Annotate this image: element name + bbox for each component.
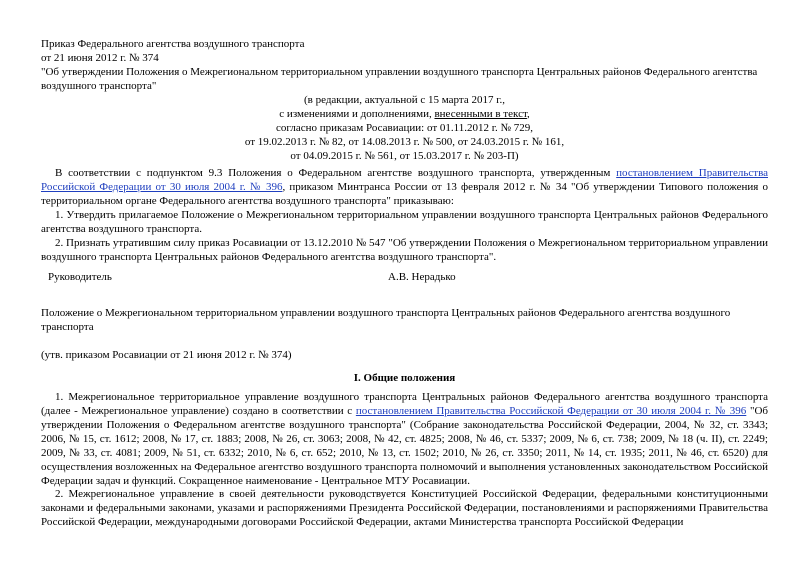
order-date: от 21 июня 2012 г. № 374 (41, 52, 159, 64)
preamble-paragraph (41, 166, 768, 208)
preamble-text: В соответствии с подпунктом 9.3 Положения о Федеральном агентстве воздушного транспорта, утвержденным (55, 167, 617, 179)
signature-role: Руководитель (48, 271, 112, 283)
section-heading: I. Общие положения (353, 372, 456, 384)
revision-line: от 19.02.2013 г. № 82, от 14.08.2013 г. № 500, от 24.03.2015 г. № 161, (244, 136, 565, 148)
revision-line: от 04.09.2015 г. № 561, от 15.03.2017 г. № 203-П) (290, 150, 519, 162)
section-paragraph-1 (41, 390, 768, 488)
paragraph-text: 1. Межрегиональное территориальное управление воздушного транспорта Центральных районов Федерального агентства воздушного транспорта (далее - Межрегиональное управление) создано в соответствии с (41, 391, 768, 417)
changes-link[interactable]: внесенными в текст (434, 108, 527, 120)
section-paragraph-2: 2. Межрегиональное управление в своей деятельности руководствуется Конституцией Российской Федерации, федеральными конституционными законами и федеральными законами, указами и распоряжениями Президента Российской Федерации, постановлениями и распоряжениями Правительства Российской Федерации, международными договорами Российской Федерации, актами Министерства транспорта Российской Федерации (41, 488, 768, 528)
regulation-approval: (утв. приказом Росавиации от 21 июня 2012 г. № 374) (41, 349, 292, 361)
preamble-text: , приказом Минтранса России от 13 февраля 2012 г. № 34 "Об утверждении Типового положения о территориальном органе Федерального агентства воздушного транспорта" приказываю: (41, 181, 769, 207)
revision-line: (в редакции, актуальной с 15 марта 2017 г., (303, 94, 506, 106)
paragraph-text: "Об утверждении Положения о Федеральном агентстве воздушного транспорта" (Собрание законодательства Российской Федерации, 2004, № 32, ст. 3343; 2006, № 15, ст. 1612; 2008, № 17, ст. 1883; 2008, № 26, ст. 3063; 2008, № 42, ст. 4825; 2008, № 46, ст. 5337; 2009, № 6, ст. 738; 2009, № 18 (ч. II), ст. 2249; 2009, № 33, ст. 4081; 2009, № 51, ст. 6332; 2010, № 6, ст. 652; 2010, № 13, ст. 1502; 2010, № 26, ст. 3350; 2011, № 14, ст. 1935; 2011, № 46, ст. 6520) для осуществления возложенных на Федеральное агентство воздушного транспорта полномочий и выполнения установленных законодательством Российской Федерации задач и функций. Сокращенное наименование - Центральное МТУ Росавиации. (41, 405, 769, 487)
revision-line (41, 107, 768, 121)
order-subject: "Об утверждении Положения о Межрегиональном территориальном управлении воздушного транспорта Центральных районов Федерального агентства воздушного транспорта" (41, 66, 758, 92)
regulation-title: Положение о Межрегиональном территориальном управлении воздушного транспорта Центральных районов Федерального агентства воздушного транспорта (41, 307, 731, 333)
revision-line: согласно приказам Росавиации: от 01.11.2012 г. № 729, (276, 122, 533, 134)
item-2: 2. Признать утратившим силу приказ Росавиации от 13.12.2010 № 547 "Об утверждении Положения о Межрегиональном территориальном управлении воздушного транспорта Центральных районов Федерального агентства воздушного транспорта". (41, 237, 768, 263)
government-decree-link[interactable]: постановлением Правительства Российской Федерации от 30 июля 2004 г. № 396 (41, 167, 768, 193)
revision-text: , (526, 108, 530, 120)
revision-text: с изменениями и дополнениями, (279, 108, 435, 120)
government-decree-link[interactable]: постановлением Правительства Российской Федерации от 30 июля 2004 г. № 396 (355, 405, 747, 417)
order-header (41, 37, 768, 93)
revision-note (41, 93, 768, 163)
order-title: Приказ Федерального агентства воздушного транспорта (41, 38, 305, 50)
item-1: 1. Утвердить прилагаемое Положение о Межрегиональном территориальном управлении воздушного транспорта Центральных районов Федерального агентства воздушного транспорта. (41, 209, 768, 235)
signature-name: А.В. Нерадько (388, 271, 456, 283)
